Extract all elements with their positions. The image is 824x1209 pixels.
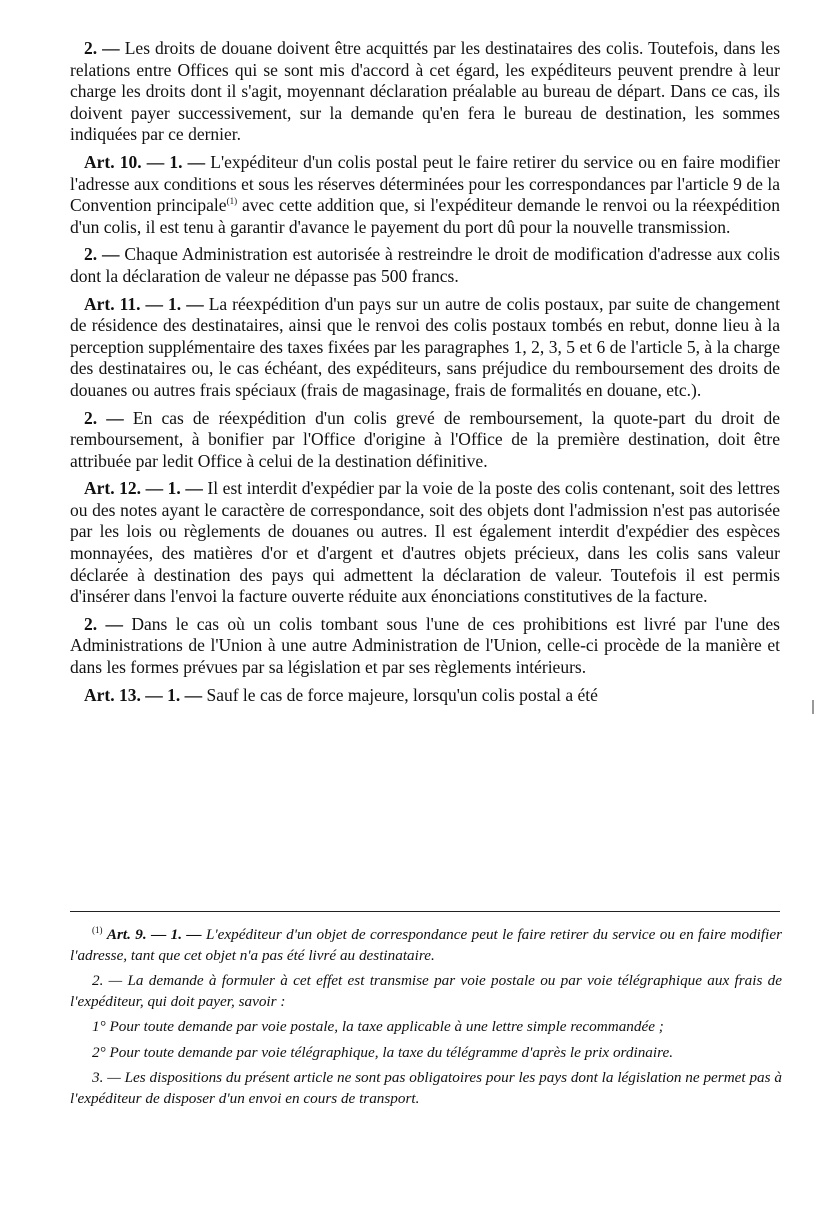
- paragraph-lead: 2. —: [84, 244, 120, 265]
- paragraph-text: En cas de réexpédition d'un colis grevé de remboursement, la quote-part du droit de remboursement, à bonifier par l'Office d'origine à l'Office de la première destination, doit être attribuée par ledit Office à celui de la destination définitive.: [70, 407, 781, 471]
- paragraph-art13-1: [70, 685, 780, 707]
- paragraph-text: Chaque Administration est autorisée à restreindre le droit de modification d'adresse aux colis dont la déclaration de valeur ne dépasse pas 500 francs.: [70, 244, 780, 286]
- footnote-2: [70, 971, 782, 1012]
- footnote-divider: [70, 911, 780, 912]
- paragraph-lead: 2. —: [84, 407, 124, 428]
- footnote-marker: (1): [92, 924, 103, 935]
- paragraph-lead: Art. 13. — 1. —: [84, 684, 203, 705]
- footnote-ref: (1): [226, 196, 238, 207]
- footnote-text: 2° Pour toute demande par voie télégraphique, la taxe du télégramme d'après le prix ordinaire.: [92, 1043, 673, 1061]
- footnote-3: [70, 1017, 782, 1038]
- paragraph-art10-1: [70, 152, 780, 238]
- paragraph-art11-2: [70, 408, 780, 473]
- paragraph-lead: Art. 10. — 1. —: [84, 151, 206, 172]
- paragraph-art12-2: [70, 614, 780, 679]
- paragraph-text: Il est interdit d'expédier par la voie de la poste des colis contenant, soit des lettres ou des notes ayant le caractère de correspondance, soit des objets dont l'admission n'est pas autorisée par les lois ou règlements de douanes ou autres. Il est également interdit d'expédier des espèces monnayées, des matières d'or et d'argent et d'autres objets précieux, dans les colis sans valeur déclarée à destination des pays qui admettent la déclaration de valeur. Toutefois il est permis d'insérer dans l'envoi la facture ouverte réduite aux énonciations constitutives de la facture.: [70, 478, 780, 607]
- footnote-lead: Art. 9. — 1. —: [106, 926, 202, 943]
- paragraph-text-cont: avec cette addition que, si l'expéditeur demande le renvoi ou la réexpédition d'un colis, il est tenu à garantir d'avance le payement du port dû pour la nouvelle transmission.: [70, 195, 780, 237]
- paragraph-text: L'expéditeur d'un colis postal peut le faire retirer du service ou en faire modifier l'adresse aux conditions et sous les réserves déterminées pour les correspondances par l'article 9 de la Convention principale: [70, 151, 781, 216]
- main-text: [70, 38, 780, 712]
- paragraph-art11-1: [70, 294, 780, 402]
- footnote-text: L'expéditeur d'un objet de correspondance peut le faire retirer du service ou en faire modifier l'adresse, tant que cet objet n'a pas été livré au destinataire.: [70, 926, 782, 964]
- footnote-text: 3. — Les dispositions du présent article ne sont pas obligatoires pour les pays dont la législation ne permet pas à l'expéditeur de disposer d'un envoi en cours de transport.: [70, 1069, 782, 1107]
- margin-mark: [812, 700, 814, 714]
- paragraph-art10-2: [70, 244, 780, 287]
- paragraph-text: La réexpédition d'un pays sur un autre de colis postaux, par suite de changement de résidence des destinataires, ainsi que le renvoi des colis postaux tombés en rebut, donne lieu à la perception supplémentaire des taxes fixées par les paragraphes 1, 2, 3, 5 et 6 de l'article 5, à la charge des destinataires ou, le cas échéant, des expéditeurs, sans préjudice du remboursement des droits de douanes ou autres frais spéciaux (frais de magasinage, frais de formalités en douane, etc.).: [70, 293, 780, 400]
- paragraph-text: Les droits de douane doivent être acquittés par les destinataires des colis. Toutefois, dans les relations entre Offices qui se sont mis d'accord à cet égard, les expéditeurs peuvent prendre à leur charge les droits dont il s'agit, moyennant déclaration préalable au bureau de départ. Dans ce cas, ils doivent payer successivement, sur la demande qu'en fera le bureau de destination, les sommes indiquées par ce dernier.: [70, 38, 781, 145]
- footnote-1: [70, 925, 782, 966]
- footnote-5: [70, 1068, 782, 1109]
- paragraph-art12-1: [70, 478, 780, 608]
- paragraph-lead: 2. —: [84, 38, 120, 58]
- footnote-4: [70, 1043, 782, 1064]
- footnote-text: 2. — La demande à formuler à cet effet est transmise par voie postale ou par voie télégraphique aux frais de l'expéditeur, qui doit payer, savoir :: [70, 972, 782, 1010]
- paragraph-art9-2: [70, 38, 780, 146]
- paragraph-text: Sauf le cas de force majeure, lorsqu'un colis postal a été: [202, 684, 598, 705]
- paragraph-lead: Art. 12. — 1. —: [84, 478, 203, 499]
- paragraph-lead: Art. 11. — 1. —: [84, 293, 204, 314]
- footnote-text: 1° Pour toute demande par voie postale, la taxe applicable à une lettre simple recommandée ;: [92, 1018, 664, 1035]
- footnotes: [70, 925, 782, 1114]
- paragraph-text: Dans le cas où un colis tombant sous l'une de ces prohibitions est livré par l'une des Administrations de l'Union à une autre Administration de l'Union, celle-ci procède de la manière et dans les formes prévues par sa législation et par ses règlements intérieurs.: [70, 613, 780, 678]
- paragraph-lead: 2. —: [84, 613, 123, 634]
